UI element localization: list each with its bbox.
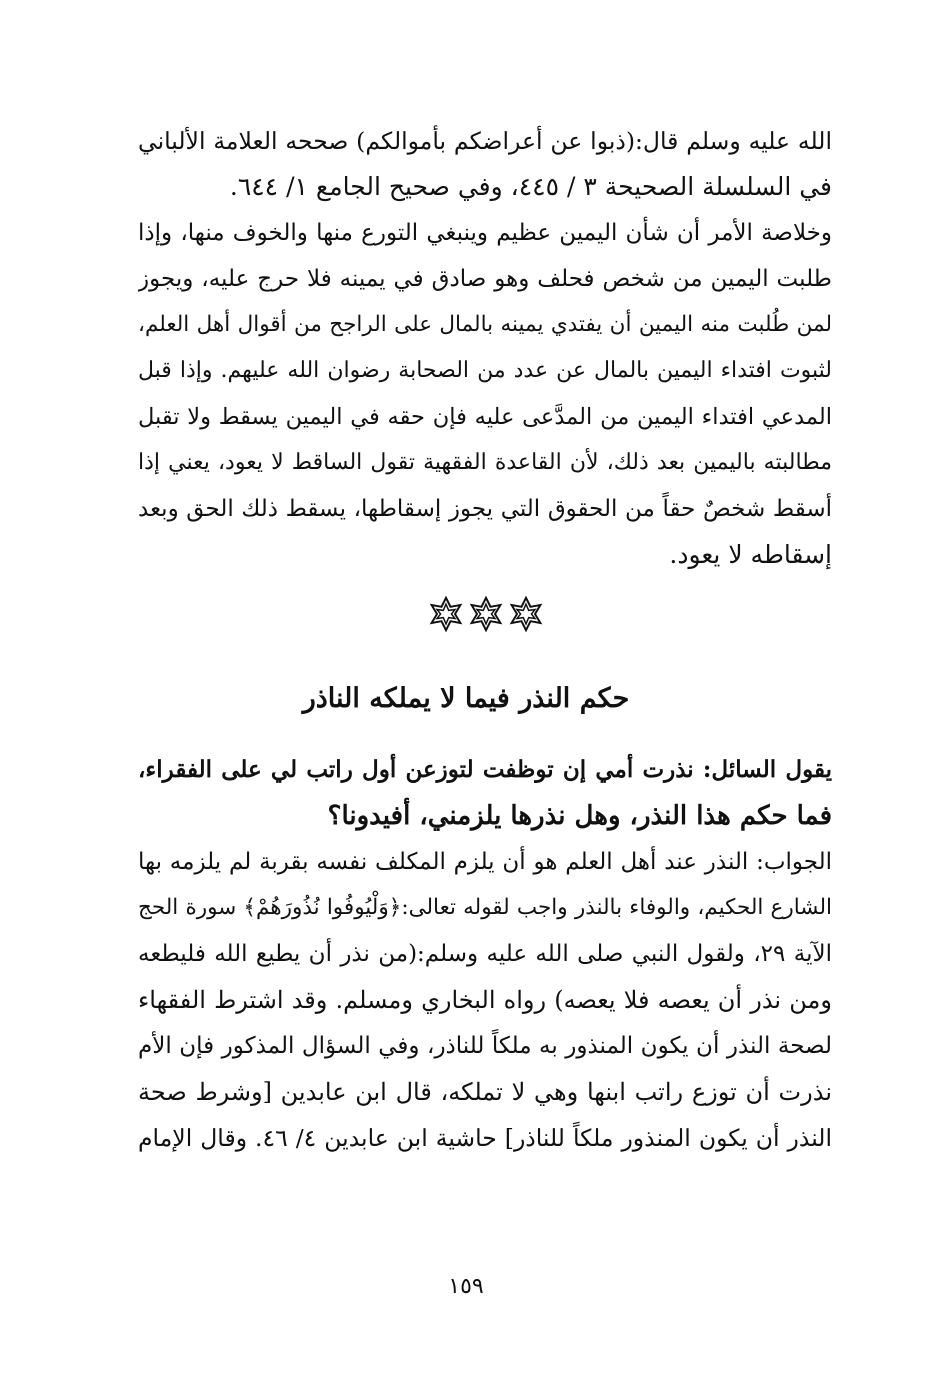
text-line: طلبت اليمين من شخص فحلف وهو صادق في يمينه فلا حرج عليه، ويجوز xyxy=(138,266,832,292)
text-line: المدعي افتداء اليمين من المدَّعى عليه فإن حقه في اليمين يسقط ولا تقبل xyxy=(138,404,832,430)
text-line: مطالبته باليمين بعد ذلك، لأن القاعدة الفقهية تقول الساقط لا يعود، يعني إذا xyxy=(138,450,832,475)
text-line: لثبوت افتداء اليمين بالمال عن عدد من الصحابة رضوان الله عليهم. وإذا قبل xyxy=(138,358,832,383)
page-number: ١٥٩ xyxy=(448,1274,484,1299)
question-and-answer xyxy=(138,747,832,1161)
eight-point-star-ornament-icon xyxy=(508,596,544,632)
eight-point-star-ornament-icon xyxy=(468,596,504,632)
paragraph-conclusion-oath xyxy=(138,118,832,578)
question-line: فما حكم هذا النذر، وهل نذرها يلزمني، أفيدونا؟ xyxy=(327,801,832,831)
question-line: يقول السائل: نذرت أمي إن توظفت لتوزعن أول راتب لي على الفقراء، xyxy=(138,756,832,783)
answer-line: الآية ٢٩، ولقول النبي صلى الله عليه وسلم:(من نذر أن يطيع الله فليطعه xyxy=(138,941,832,967)
answer-line: الشارع الحكيم، والوفاء بالنذر واجب لقوله تعالى:﴿وَلْيُوفُوا نُذُورَهُمْ﴾ سورة الحج xyxy=(138,895,832,920)
text-line: الله عليه وسلم قال:(ذبوا عن أعراضكم بأموالكم) صححه العلامة الألباني xyxy=(138,127,832,155)
answer-line: ومن نذر أن يعصه فلا يعصه) رواه البخاري ومسلم. وقد اشترط الفقهاء xyxy=(138,986,832,1014)
text-line: في السلسلة الصحيحة ٣ / ٤٤٥، وفي صحيح الجامع ١/ ٦٤٤. xyxy=(229,172,832,201)
answer-line: الجواب: النذر عند أهل العلم هو أن يلزم المكلف نفسه بقربة لم يلزمه بها xyxy=(138,849,832,875)
text-line: وخلاصة الأمر أن شأن اليمين عظيم وينبغي التورع منها والخوف منها، وإذا xyxy=(138,220,832,246)
text-line: أسقط شخصٌ حقاً من الحقوق التي يجوز إسقاطها، يسقط ذلك الحق وبعد xyxy=(138,496,832,522)
answer-line: النذر أن يكون المنذور ملكاً للناذر] حاشية ابن عابدين ٤/ ٤٦. وقال الإمام xyxy=(138,1124,832,1152)
eight-point-star-ornament-icon xyxy=(428,596,464,632)
text-line: إسقاطه لا يعود. xyxy=(669,540,832,569)
answer-line: لصحة النذر أن يكون المنذور به ملكاً للناذر، وفي السؤال المذكور فإن الأم xyxy=(138,1033,832,1059)
section-heading: حكم النذر فيما لا يملكه الناذر xyxy=(302,683,630,714)
answer-line: نذرت أن توزع راتب ابنها وهي لا تملكه، قال ابن عابدين [وشرط صحة xyxy=(138,1078,832,1106)
section-divider-ornament xyxy=(426,596,546,636)
text-line: لمن طُلبت منه اليمين أن يفتدي يمينه بالمال على الراجح من أقوال أهل العلم، xyxy=(138,312,832,337)
